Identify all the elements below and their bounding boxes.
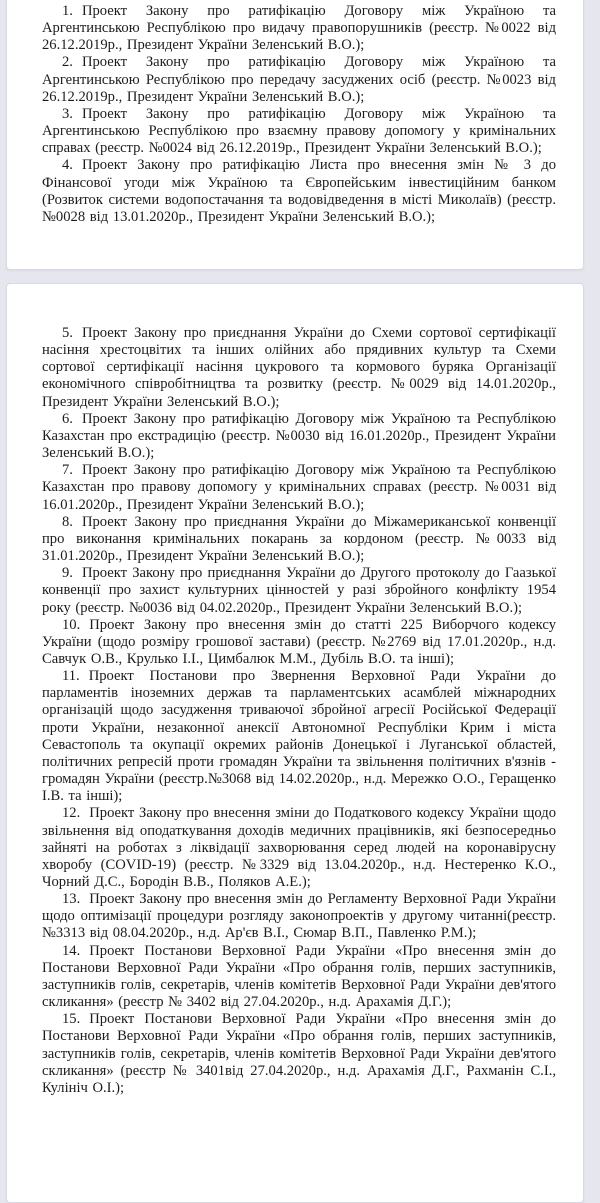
list-item-text: Проект Постанови про Звернення Верховної Ради України до парламентів іноземних держав та парламентських асамблей міжнародних організацій щодо засудження триваючої збройної агресії Російської Федерації проти України, незаконної анексії Автономної Республіки Крим і міста Севастополь та окупації окремих районів Донецької і Луганської областей, політичних репресій проти громадян України та звільнення політичних в'язнів - громадян України (реєстр.№3068 від 14.02.2020р., н.д. Мережко О.О., Геращенко І.В. та інші); (42, 668, 556, 805)
list-item (42, 106, 556, 157)
list-item (42, 805, 556, 891)
list-item-text: Проект Закону про ратифікацію Договору між Україною та Республікою Казахстан про правову допомогу у кримінальних справах (реєстр. №0031 від 16.01.2020р., Президент України Зеленський В.О.); (42, 462, 556, 513)
list-item-number: 13. (62, 891, 81, 908)
list-item-text: Проект Закону про ратифікацію Листа про внесення змін № 3 до Фінансової угоди між Україною та Європейським інвестиційним банком (Розвиток системи водопостачання та водовідведення в місті Миколаїв) (реєстр. №0028 від 13.01.2020р., Президент України Зеленський В.О.); (42, 157, 556, 225)
list-item-number: 6. (62, 410, 73, 427)
list-item-text: Проект Закону про ратифікацію Договору між Україною та Аргентинською Республікою про взаємну правову допомогу у кримінальних справах (реєстр. №0024 від 26.12.2019р., Президент України Зеленський В.О.); (42, 105, 556, 157)
list-item (42, 891, 556, 942)
list-item (42, 565, 556, 616)
list-item-text: Проект Закону про приєднання України до Міжамериканської конвенції про виконання кримінальних покарань за кордоном (реєстр. №0033 від 31.01.2020р., Президент України Зеленський В.О.); (42, 513, 556, 565)
list-item-number: 12. (62, 805, 81, 822)
list-item-number: 4. (62, 157, 73, 174)
list-item (42, 3, 556, 54)
list-item-number: 10. (62, 616, 81, 633)
list-item (42, 668, 556, 805)
list-item (42, 157, 556, 226)
list-item-text: Проект Закону про ратифікацію Договору між Україною та Республікою Казахстан про екстрадицію (реєстр. №0030 від 16.01.2020р., Президент України Зеленський В.О.); (42, 410, 556, 462)
list-item-text: Проект Закону про ратифікацію Договору між Україною та Аргентинською Республікою про видачу правопорушників (реєстр. №0022 від 26.12.2019р., Президент України Зеленський В.О.); (42, 3, 556, 54)
list-item (42, 1011, 556, 1097)
list-item-number: 1. (62, 3, 73, 19)
list-item-text: Проект Закону про внесення зміни до Податкового кодексу України щодо звільнення від оподаткування доходів медичних працівників, які безпосередньо зайняті на роботах з ліквідації захворювання серед людей на коронавірусну хворобу (COVID-19) (реєстр. №3329 від 13.04.2020р., н.д. Нестеренко К.О., Чорний Д.С., Бородін В.В., Поляков А.Е.); (42, 805, 556, 890)
list-item-text: Проект Закону про приєднання України до Другого протоколу до Гаазької конвенції про захист культурних цінностей у разі збройного конфлікту 1954 року (реєстр. №0036 від 04.02.2020р., Президент України Зеленський В.О.); (42, 565, 556, 616)
list-item-number: 3. (62, 105, 73, 122)
list-item (42, 54, 556, 105)
list-item-number: 8. (62, 513, 73, 530)
list-item-text: Проект Постанови Верховної Ради України «Про внесення змін до Постанови Верховної Ради України «Про обрання голів, перших заступників, заступників голів, секретарів, членів комітетів Верховної Ради України дев'ятого скликання» (реєстр № 3401від 27.04.2020р., н.д. Арахамія Д.Г., Рахманін С.І., Кулініч О.І.); (42, 1011, 556, 1096)
list-item-text: Проект Постанови Верховної Ради України «Про внесення змін до Постанови Верховної Ради України «Про обрання голів, перших заступників, заступників голів, секретарів, членів комітетів Верховної Ради України дев'ятого скликання» (реєстр № 3402 від 27.04.2020р., н.д. Арахамія Д.Г.); (42, 942, 556, 1011)
list-item-number: 7. (62, 462, 73, 479)
list-item (42, 617, 556, 668)
list-item-number: 15. (62, 1011, 81, 1028)
list-item-number: 14. (62, 942, 81, 959)
list-item (42, 943, 556, 1012)
list-item-number: 2. (62, 54, 73, 71)
document-page-2 (6, 283, 584, 1203)
list-item-number: 9. (62, 565, 73, 582)
list-item (42, 514, 556, 565)
document-page-1 (6, 0, 584, 270)
list-item-number: 11. (62, 668, 80, 685)
list-item-text: Проект Закону про ратифікацію Договору між Україною та Аргентинською Республікою про передачу засуджених осіб (реєстр. №0023 від 26.12.2019р., Президент України Зеленський В.О.); (42, 54, 556, 105)
list-item-number: 5. (62, 325, 73, 341)
list-item (42, 325, 556, 411)
list-item-text: Проект Закону про внесення змін до статті 225 Виборчого кодексу України (щодо розміру грошової застави) (реєстр. №2769 від 17.01.2020р., н.д. Савчук О.В., Крулько І.І., Цимбалюк М.М., Дубіль В.О. та інші); (42, 616, 556, 667)
list-item (42, 411, 556, 462)
list-item-text: Проект Закону про внесення змін до Регламенту Верховної Ради України щодо оптимізації процедури розгляду законопроектів у другому читанні(реєстр. №3313 від 08.04.2020р., н.д. Ар'єв В.І., Сюмар В.П., Павленко Р.М.); (42, 891, 556, 942)
list-item-text: Проект Закону про приєднання України до Схеми сортової сертифікації насіння хрестоцвітих та інших олійних або прядивних культур та Схеми сортової сертифікації насіння цукрового та кормового буряка Організації економічного співробітництва та розвитку (реєстр. №0029 від 14.01.2020р., Президент України Зеленський В.О.); (42, 325, 556, 410)
list-item (42, 462, 556, 513)
